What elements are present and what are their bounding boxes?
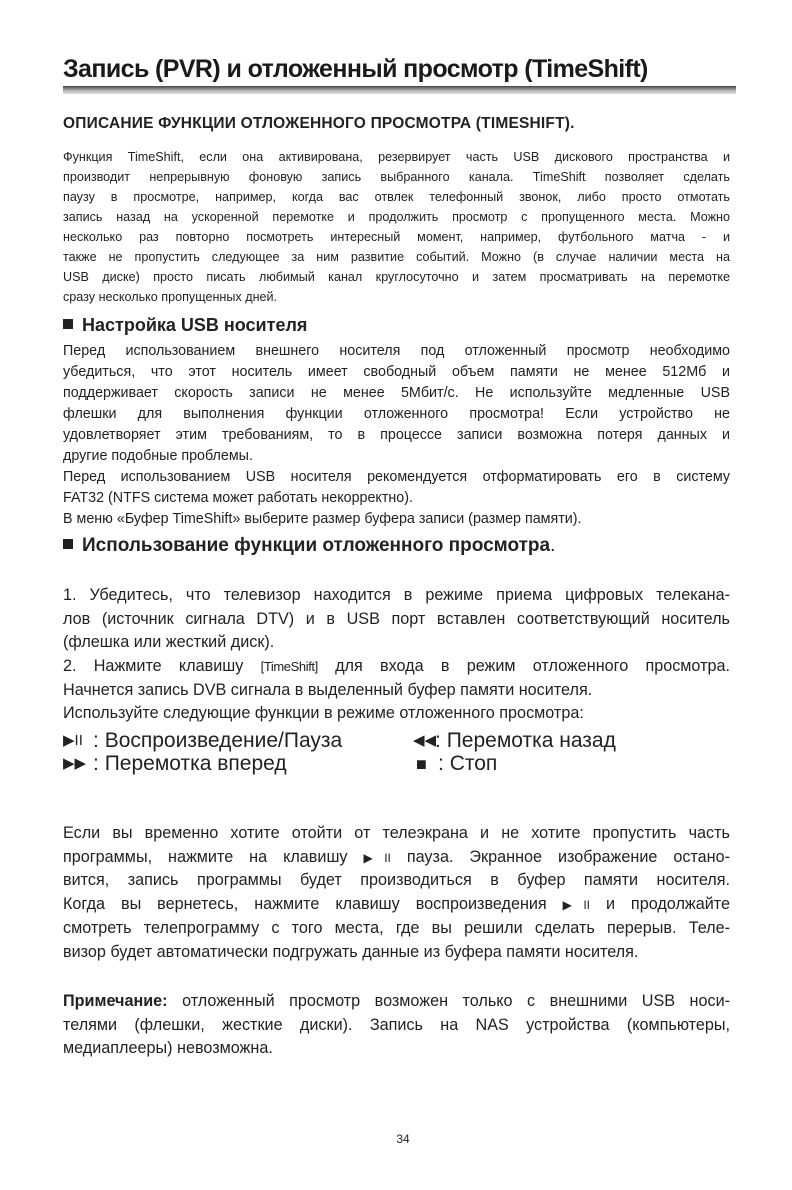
separator: : — [93, 752, 99, 775]
separator: : — [435, 729, 441, 752]
text-line — [63, 989, 730, 1013]
play-pause-icon: ▶II — [363, 851, 391, 865]
text-line: USB диске) просто писать любимый канал круглосуточно и затем просматривать на перемотке — [63, 270, 730, 284]
control-label: Перемотка назад — [446, 729, 616, 752]
text-line: Функция TimeShift, если она активирована, резервирует часть USB дискового пространства и — [63, 150, 730, 164]
fast-forward-icon: ▶▶ — [63, 755, 87, 772]
control-label: Стоп — [449, 752, 498, 775]
text-line: производит непрерывную фоновую запись выбранного канала. TimeShift позволяет сделать — [63, 170, 730, 184]
text-line: другие подобные проблемы. — [63, 448, 253, 464]
text-fragment: Когда вы вернетесь, нажмите клавишу воспроизведения — [63, 895, 547, 913]
bullet-square-icon — [63, 539, 73, 549]
text-line: лов (источник сигнала DTV) и в USB порт вставлен соответствующий носитель — [63, 610, 730, 628]
bullet-square-icon — [63, 319, 73, 329]
section-heading-timeshift-usage — [63, 535, 555, 557]
page-title: Запись (PVR) и отложенный просмотр (TimeShift) — [63, 55, 648, 83]
text-fragment: и продолжайте — [605, 895, 730, 913]
play-pause-icon: ▶II — [63, 732, 83, 749]
text-line: флешки для выполнения функции отложенного просмотра! Если устройство не — [63, 406, 730, 422]
text-line: удовлетворяет этим требованиям, то в процессе записи возможна потеря данных и — [63, 427, 730, 443]
separator: : — [438, 752, 444, 775]
text-line: В меню «Буфер TimeShift» выберите размер буфера записи (размер памяти). — [63, 511, 582, 527]
text-line: запись назад на ускоренной перемотке и продолжить просмотр с пропущенного места. Можно — [63, 210, 730, 224]
rewind-icon: ◀◀ — [413, 732, 437, 749]
text-line: Перед использованием внешнего носителя под отложенный просмотр необходимо — [63, 343, 730, 359]
text-line: вится, запись программы будет производиться в буфер памяти носителя. — [63, 871, 730, 889]
page-number: 34 — [396, 1132, 410, 1146]
separator: : — [93, 729, 99, 752]
heading-suffix: . — [550, 535, 556, 556]
timeshift-key-label: [TimeShift] — [260, 659, 318, 674]
text-line — [63, 845, 730, 869]
text-line: медиаплееры) невозможна. — [63, 1039, 273, 1057]
note-label: Примечание: — [63, 992, 168, 1010]
control-stop — [416, 752, 497, 776]
text-line: сразу несколько пропущенных дней. — [63, 290, 278, 304]
step2-prefix: 2. Нажмите клавишу — [63, 657, 244, 675]
heading-text: Использование функции отложенного просмотра — [82, 535, 551, 556]
control-play-pause — [63, 729, 342, 753]
title-underline — [63, 86, 736, 94]
text-line: телями (флешки, жесткие диски). Запись на NAS устройства (компьютеры, — [63, 1016, 730, 1034]
text-line — [63, 892, 730, 916]
text-line: (флешка или жесткий диск). — [63, 633, 275, 651]
section-heading-timeshift-description: ОПИСАНИЕ ФУНКЦИИ ОТЛОЖЕННОГО ПРОСМОТРА (TIMESHIFT). — [63, 115, 575, 132]
text-line: FAT32 (NTFS система может работать некорректно). — [63, 490, 413, 506]
text-fragment: программы, нажмите на клавишу — [63, 848, 348, 866]
text-line: Перед использованием USB носителя рекомендуется отформатировать его в систему — [63, 469, 730, 485]
heading-text: Настройка USB носителя — [82, 315, 308, 335]
text-line: паузу в просмотре, например, когда вас отвлек телефонный звонок, либо просто отмотать — [63, 190, 730, 204]
text-line: поддерживает скорость записи не менее 5Мбит/с. Не используйте медленные USB — [63, 385, 730, 401]
text-line: визор будет автоматически подгружать данные из буфера памяти носителя. — [63, 943, 639, 961]
text-line: смотреть телепрограмму с того места, где вы решили сделать перерыв. Теле- — [63, 919, 730, 937]
text-line: Используйте следующие функции в режиме отложенного просмотра: — [63, 704, 584, 722]
text-line: убедиться, что этот носитель имеет свободный объем памяти не менее 512Мб и — [63, 364, 730, 380]
control-fast-forward — [63, 752, 287, 776]
text-line — [63, 654, 730, 678]
text-line: Начнется запись DVB сигнала в выделенный буфер памяти носителя. — [63, 681, 593, 699]
play-pause-icon: ▶II — [562, 898, 590, 912]
text-line: Если вы временно хотите отойти от телеэкрана и не хотите пропустить часть — [63, 824, 730, 842]
text-fragment: отложенный просмотр возможен только с внешними USB носи- — [182, 992, 731, 1010]
step2-suffix: для входа в режим отложенного просмотра. — [335, 657, 730, 675]
text-line: также не пропустить следующее за ним развитие событий. Можно (в случае наличии места на — [63, 250, 730, 264]
text-line: 1. Убедитесь, что телевизор находится в режиме приема цифровых телекана- — [63, 586, 730, 604]
control-label: Воспроизведение/Пауза — [104, 729, 343, 752]
text-line: несколько раз повторно посмотреть интересный момент, например, футбольного матча - и — [63, 230, 730, 244]
control-rewind — [413, 729, 616, 753]
stop-icon: ■ — [416, 754, 427, 774]
text-fragment: пауза. Экранное изображение остано- — [406, 848, 730, 866]
control-label: Перемотка вперед — [104, 752, 287, 775]
section-heading-usb-setup — [63, 315, 307, 336]
